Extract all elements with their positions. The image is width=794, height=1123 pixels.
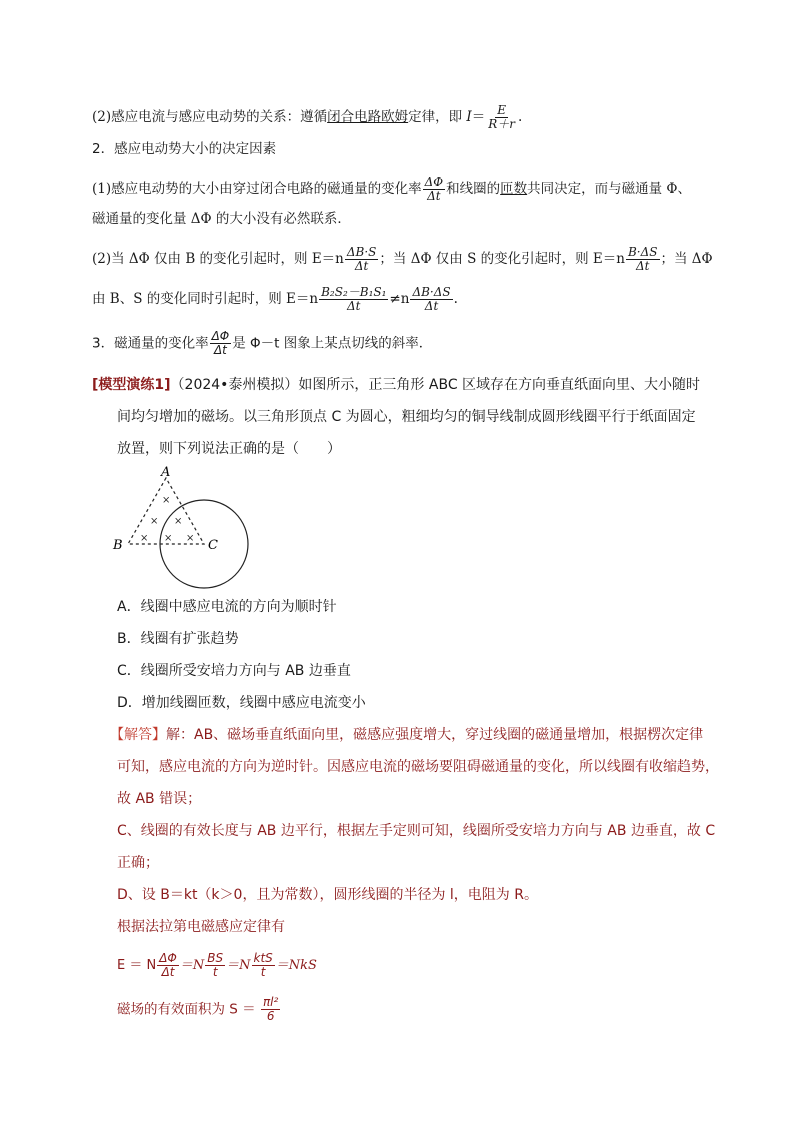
fraction <box>319 286 388 313</box>
numerator: B·ΔS <box>627 245 658 259</box>
eq-rhs: ＝NkS <box>275 958 317 973</box>
fraction <box>157 952 179 979</box>
answer-line-2: 可知，感应电流的方向为逆时针。因感应电流的磁场要阻碍磁通量的变化，所以线圈有收缩趋势， <box>117 759 719 775</box>
fraction <box>210 330 232 357</box>
label-b: B <box>113 538 123 553</box>
text-segment: 共同决定，而与磁通量 Φ、 <box>527 181 691 197</box>
option-d: D．增加线圈匝数，线圈中感应电流变小 <box>117 695 366 711</box>
factor-line <box>92 176 691 203</box>
field-mark: × <box>162 495 171 506</box>
denominator: t <box>212 965 218 979</box>
question-tag: [模型演练1] <box>92 377 171 393</box>
question-line-3: 放置，则下列说法正确的是（ ） <box>117 441 341 457</box>
fraction <box>486 104 517 131</box>
relation-line <box>92 104 522 131</box>
text-segment: (1)感应电动势的大小由穿过闭合电路的磁通量的变化率 <box>92 181 422 197</box>
numerator: ΔΦ <box>159 951 177 965</box>
denominator: Δt <box>213 343 227 357</box>
text-segment: 由 B、S 的变化同时引起时，则 E＝n <box>92 291 319 307</box>
area-text: 磁场的有效面积为 S ＝ <box>117 1001 260 1018</box>
denominator: R＋r <box>488 117 516 131</box>
fraction <box>626 246 660 273</box>
area-equation <box>117 996 281 1023</box>
denominator: Δt <box>161 965 175 979</box>
numerator: ΔB·ΔS <box>412 285 451 299</box>
denominator: Δt <box>347 299 361 313</box>
eq-mid: ＝N <box>226 958 251 973</box>
text-segment: (2)当 ΔΦ 仅由 B 的变化引起时，则 E＝n <box>92 251 344 267</box>
option-c: C．线圈所受安培力方向与 AB 边垂直 <box>117 663 351 679</box>
fraction <box>423 176 446 203</box>
option-b: B．线圈有扩张趋势 <box>117 631 239 647</box>
underlined-term: 匝数 <box>500 181 528 197</box>
answer-line-7: 根据法拉第电磁感应定律有 <box>117 919 285 935</box>
answer-line-1 <box>110 726 703 744</box>
question-line-1 <box>92 376 700 394</box>
section-heading: 2．感应电动势大小的决定因素 <box>92 141 277 157</box>
numerator: ΔΦ <box>211 329 230 343</box>
triangle-coil-figure <box>106 460 366 590</box>
answer-line-5: 正确； <box>117 855 159 871</box>
eq-mid: ＝N <box>179 958 205 973</box>
equals: ＝ <box>471 109 486 125</box>
rate-line <box>92 330 432 357</box>
numerator: ΔΦ <box>424 175 444 189</box>
numerator: ΔB·S <box>346 245 377 259</box>
denominator: Δt <box>354 259 369 273</box>
answer-line-6: D、设 B＝kt（k＞0，且为常数），圆形线圈的半径为 l，电阻为 R。 <box>117 887 538 903</box>
numerator: BS <box>207 951 224 965</box>
field-mark: × <box>140 533 149 544</box>
fraction <box>252 952 275 979</box>
field-mark: × <box>174 516 183 527</box>
text-segment: 是 Φ－t 图象上某点切线的斜率． <box>232 335 433 352</box>
fraction <box>345 246 379 273</box>
numerator: ktS <box>253 951 273 965</box>
text-segment: 定律，即 <box>408 109 467 125</box>
text-segment: ；当 ΔΦ 仅由 S 的变化引起时，则 E＝n <box>379 251 625 267</box>
denominator: Δt <box>636 259 650 273</box>
label-c: C <box>208 538 218 553</box>
label-a: A <box>161 465 171 480</box>
denominator: Δt <box>427 189 441 203</box>
answer-line-3: 故 AB 错误； <box>117 791 202 807</box>
field-mark: × <box>164 533 173 544</box>
fraction <box>410 286 452 313</box>
numerator: B₂S₂－B₁S₁ <box>321 285 387 299</box>
denominator: t <box>260 965 266 979</box>
case-line <box>92 246 713 273</box>
text-segment: ≠n <box>389 291 410 307</box>
option-a: A．线圈中感应电流的方向为顺时针 <box>117 599 337 615</box>
field-mark: × <box>150 516 159 527</box>
denominator: 6 <box>266 1009 275 1023</box>
fraction <box>205 952 225 979</box>
period: . <box>518 109 523 125</box>
denominator: Δt <box>424 299 439 313</box>
text-segment: . <box>453 291 458 307</box>
numerator: πl² <box>262 995 279 1009</box>
text-segment: 3．磁通量的变化率 <box>92 335 209 352</box>
fraction <box>261 996 280 1023</box>
text-segment: ；当 ΔΦ <box>660 251 713 267</box>
case-line-cont <box>92 286 458 313</box>
underlined-term: 闭合电路欧姆 <box>327 109 409 125</box>
variable: I <box>466 109 472 125</box>
eq-lhs: E ＝ N <box>117 958 157 973</box>
text-segment: (2)感应电流与感应电动势的关系：遵循 <box>92 109 328 125</box>
answer-text: 解：AB、磁场垂直纸面向里，磁感应强度增大，穿过线圈的磁通量增加，根据楞次定律 <box>166 727 704 743</box>
numerator: E <box>497 103 507 117</box>
answer-tag: 【解答】 <box>110 727 166 743</box>
question-text: （2024•泰州模拟）如图所示，正三角形 ABC 区域存在方向垂直纸面向里、大小随时 <box>170 377 701 393</box>
field-mark: × <box>186 533 195 544</box>
faraday-equation <box>117 952 317 979</box>
answer-line-4: C、线圈的有效长度与 AB 边平行，根据左手定则可知，线圈所受安培力方向与 AB 边垂直，故 C <box>117 823 716 839</box>
factor-line-cont: 磁通量的变化量 ΔΦ 的大小没有必然联系． <box>92 211 351 227</box>
text-segment: 和线圈的 <box>446 181 501 197</box>
question-line-2: 间均匀增加的磁场。以三角形顶点 C 为圆心，粗细均匀的铜导线制成圆形线圈平行于纸面固定 <box>117 409 696 425</box>
